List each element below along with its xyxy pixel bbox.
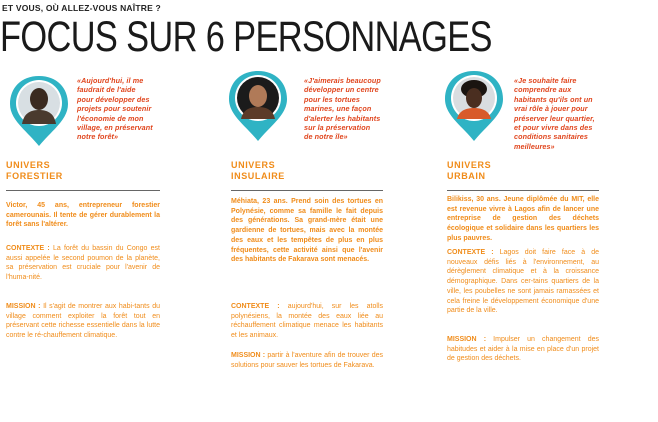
quote-forest: «Aujourd'hui, il me faudrait de l'aide pour développer des projets pour soutenir l'économie de mon village, en préservant notre forêt»	[77, 76, 153, 142]
universe-label-forest: UNIVERS FORESTIER	[6, 160, 63, 181]
mission-forest: MISSION : Il s'agit de montrer aux habi-tants du village comment exploiter la forêt tout en préservant cette richesse essentielle dans la lutte contre le ré-chauffement climatique.	[6, 303, 160, 340]
intro-island: Méhiata, 23 ans. Prend soin des tortues en Polynésie, comme sa famille le fait depuis des générations. Sa grand-mère était une gardienne de tortues, mais avec la montée des eaux et les tempêtes de plus en plus fréquentes, cette activité ainsi que l'avenir des habitants de Fakarava sont menacés.	[231, 198, 383, 264]
mission-urban: MISSION : Impulser un changement des habitudes et aider à la mise en place d'un projet de gestion des déchets.	[447, 336, 600, 363]
kicker: ET VOUS, OÙ ALLEZ-VOUS NAÎTRE ?	[2, 3, 161, 13]
divider	[447, 190, 599, 191]
portrait-pin-mehiata	[227, 69, 289, 143]
page-title: FOCUS SUR 6 PERSONNAGES	[0, 13, 492, 61]
intro-urban: Bilikiss, 30 ans. Jeune diplômée du MIT, elle est revenue vivre à Lagos afin de lancer une entreprise de gestion des déchets écologique et solidaire dans les quartiers les plus pauvres.	[447, 196, 599, 242]
quote-island: «J'aimerais beaucoup développer un centre pour les tortues marines, une façon d'alerter les habitants sur la préservation de notre île»	[304, 76, 381, 142]
profile-column-urban	[441, 0, 633, 422]
divider	[6, 190, 160, 191]
context-island: CONTEXTE : aujourd'hui, sur les atolls polynésiens, la montée des eaux liée au réchauffement climatique menace les habitants et les animaux.	[231, 303, 384, 340]
mission-island: MISSION : partir à l'aventure afin de trouver des solutions pour sauver les tortues de Fakarava.	[231, 352, 383, 369]
universe-label-urban: UNIVERS URBAIN	[447, 160, 492, 181]
profile-column-island	[220, 0, 412, 422]
universe-label-island: UNIVERS INSULAIRE	[231, 160, 285, 181]
quote-urban: «Je souhaite faire comprendre aux habitants qu'ils ont un vrai rôle à jouer pour préserver leur quartier, et pour vivre dans des conditions sanitaires meilleures»	[514, 76, 595, 151]
portrait-pin-victor	[8, 74, 70, 148]
intro-forest: Victor, 45 ans, entrepreneur forestier camerounais. Il tente de gérer durablement la forêt sans l'altérer.	[6, 202, 160, 229]
context-forest: CONTEXTE : La forêt du bassin du Congo est aussi appelée le second poumon de la planète, sa préservation est cruciale pour l'avenir de l'huma-nité.	[6, 245, 161, 282]
context-urban: CONTEXTE : Lagos doit faire face à de nouveaux défis liés à l'environnement, au dérèglement climatique et à la croissance démographique. Dans cer-tains quartiers de la ville, les poubelles ne sont jamais ramassées et cela freine le développement économique d'une partie de la ville.	[447, 249, 599, 315]
divider	[231, 190, 383, 191]
portrait-pin-bilikiss	[443, 69, 505, 143]
profile-column-forest	[0, 0, 192, 422]
